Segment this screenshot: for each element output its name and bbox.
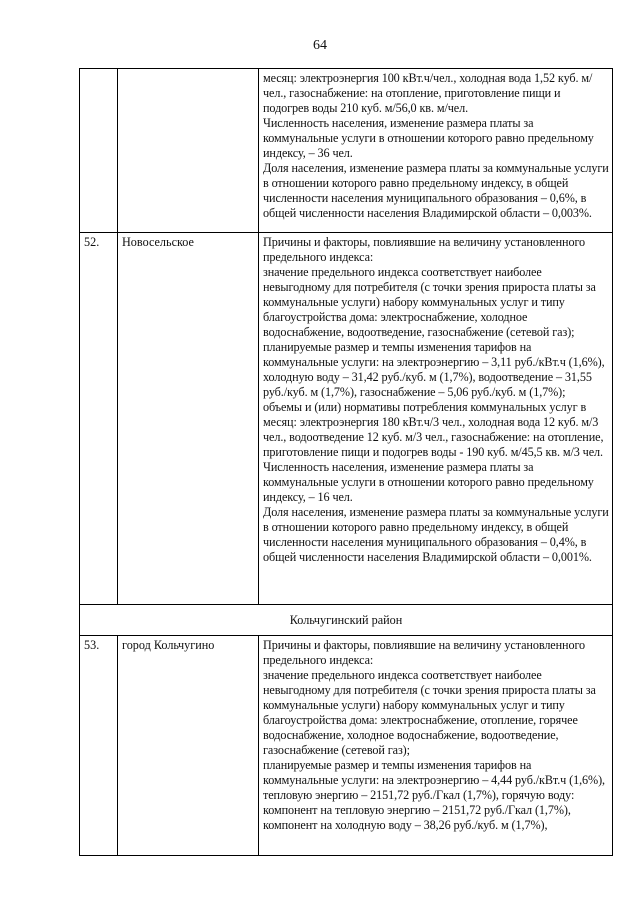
table-row — [80, 69, 613, 233]
description-text: месяц: электроэнергия 100 кВт.ч/чел., холодная вода 1,52 куб. м/чел., газоснабжение: на отопление, приготовление пищи и подогрев воды 210 куб. м/56,0 кв. м/чел. Численность населения, изменение размера платы за коммунальные услуги в отношении которого равно предельному индексу, – 36 чел. Доля населения, изменение размера платы за коммунальные услуги в отношении которого равно предельному индексу, в общей численности населения муниципального образования – 0,6%, в общей численности населения Владимирской области – 0,003%. — [263, 71, 609, 220]
description-text: Причины и факторы, повлиявшие на величину установленного предельного индекса: значение предельного индекса соответствует наиболее невыгодному для потребителя (с точки зрения прироста платы за коммунальные услуги) набору коммунальных услуг и типу благоустройства дома: электроснабжение, холодное водоснабжение, водоотведение, газоснабжение (сетевой газ); планируемые размер и темпы изменения тарифов на коммунальные услуги: на электроэнергию – 3,11 руб./кВт.ч (1,6%), холодную воду – 31,42 руб./куб. м (1,7%), водоотведение – 31,55 руб./куб. м (1,7%), газоснабжение – 5,06 руб./куб. м (1,7%); объемы и (или) нормативы потребления коммунальных услуг в месяц: электроэнергия 180 кВт.ч/3 чел., холодная вода 12 куб. м/3 чел., водоотведение 12 куб. м/3 чел., газоснабжение: на отопление, приготовление пищи и подогрев воды - 190 куб. м/45,5 кв. м/3 чел. Численность населения, изменение размера платы за коммунальные услуги в отношении которого равно предельному индексу, – 16 чел. Доля населения, изменение размера платы за коммунальные услуги в отношении которого равно предельному индексу, в общей численности населения муниципального образования – 0,4%, в общей численности населения Владимирской области – 0,001%. — [263, 235, 609, 564]
municipal-index-table — [79, 68, 613, 856]
municipality-name: город Кольчугино — [118, 636, 259, 856]
municipality-name — [118, 69, 259, 233]
page-number: 64 — [313, 38, 327, 53]
section-header: Кольчугинский район — [80, 605, 613, 636]
description-text: Причины и факторы, повлиявшие на величину установленного предельного индекса: значение предельного индекса соответствует наиболее невыгодному для потребителя (с точки зрения прироста платы за коммунальные услуги) набору коммунальных услуг и типу благоустройства дома: электроснабжение, отопление, горячее водоснабжение, холодное водоснабжение, водоотведение, газоснабжение (сетевой газ); планируемые размер и темпы изменения тарифов на коммунальные услуги: на электроэнергию – 4,44 руб./кВт.ч (1,6%), тепловую энергию – 2151,72 руб./Гкал (1,7%), горячую воду: компонент на тепловую энергию – 2151,72 руб./Гкал (1,7%), компонент на холодную воду – 38,26 руб./куб. м (1,7%), — [263, 638, 605, 832]
row-description — [259, 233, 613, 605]
row-description — [259, 69, 613, 233]
row-number: 52. — [80, 233, 118, 605]
table-row — [80, 636, 613, 856]
municipality-name: Новосельское — [118, 233, 259, 605]
table-row — [80, 233, 613, 605]
row-description — [259, 636, 613, 856]
section-header-row — [80, 605, 613, 636]
row-number — [80, 69, 118, 233]
row-number: 53. — [80, 636, 118, 856]
